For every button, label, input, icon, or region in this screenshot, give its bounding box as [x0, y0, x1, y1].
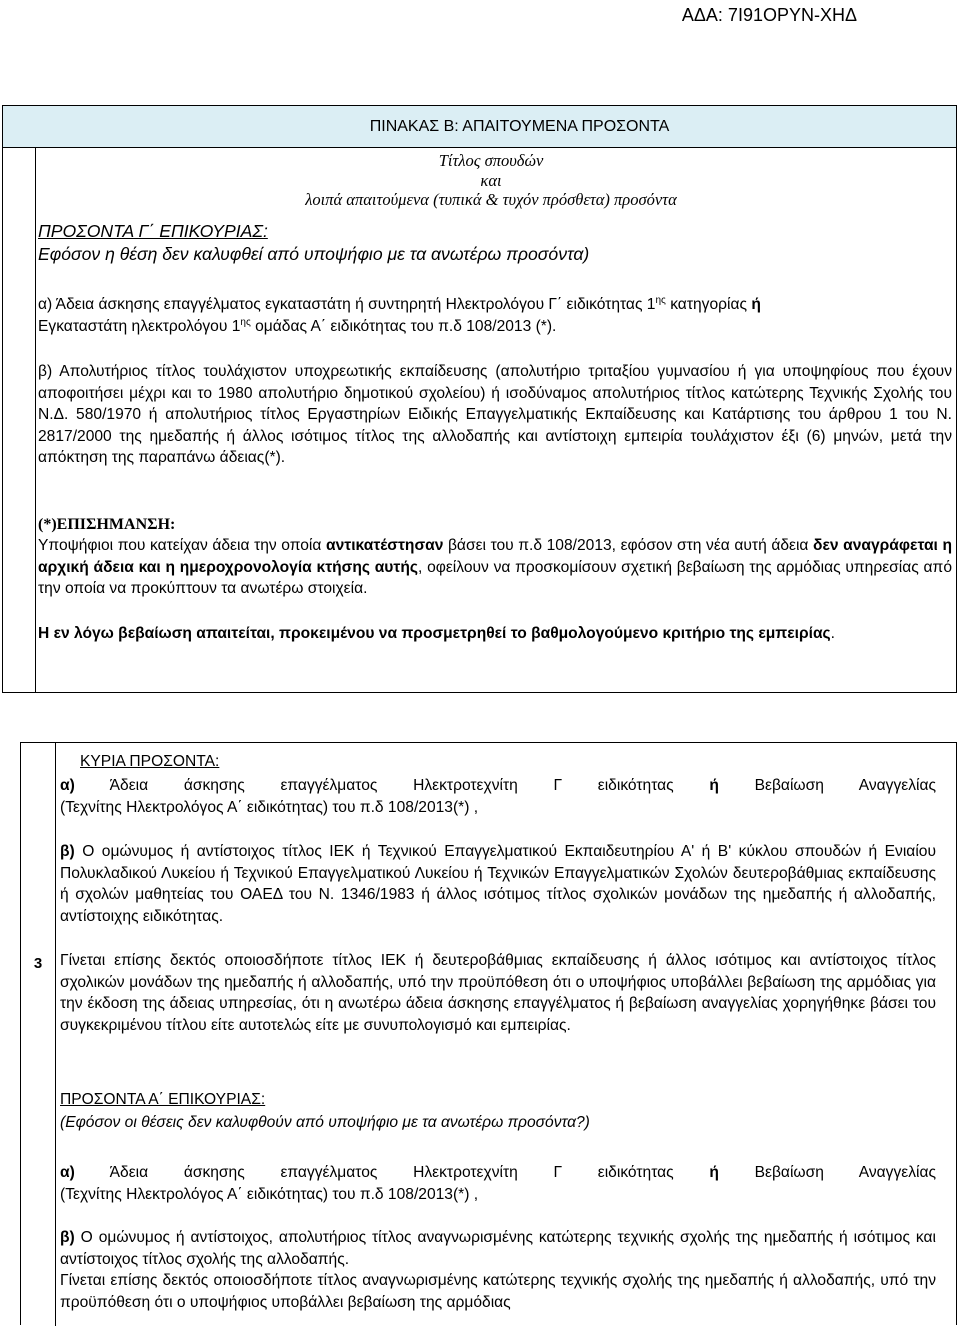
main-a-line-1: α) Άδεια άσκησης επαγγέλματος Ηλεκτροτεχνίτη Γ ειδικότητας ή Βεβαίωση Αναγγελίας	[60, 777, 936, 794]
main-a	[60, 775, 936, 818]
subheader-line-3: λοιπά απαιτούμενα (τυπικά & τυχόν πρόσθετα) προσόντα	[305, 190, 677, 209]
main-title-text: ΚΥΡΙΑ ΠΡΟΣΟΝΤΑ:	[80, 753, 220, 770]
section-a-a	[60, 1162, 936, 1205]
note-bold-para: Η εν λόγω βεβαίωση απαιτείται, προκειμένου να προσμετρηθεί το βαθμολογούμενο κριτήριο της εμπειρίας.	[38, 625, 835, 642]
section-a-title	[60, 1089, 936, 1111]
column-divider	[35, 148, 36, 693]
para-b: β) Απολυτήριος τίτλος τουλάχιστον υποχρεωτικής εκπαίδευσης (απολυτήριο τριταξίου γυμνασίου ή για υποψηφίους που έχουν αποφοιτήσει μέχρι και το 1980 απολυτήριο δημοτικού σχολείου) ή ισοδύναμος απολυτήριος τίτλος κατώτερης Τεχνικής Σχολής του Ν.Δ. 580/1970 ή απολυτήριος τίτλος Εργαστηρίων Ειδικής Επαγγελματικής Εκπαίδευσης και Κατάρτισης του άρθρου 1 του Ν. 2817/2000 της ημεδαπής ή άλλος ισότιμος τίτλος της αλλοδαπής και αντίστοιχη εμπειρία τουλάχιστον έξι (6) μηνών, μετά την απόκτηση της παραπάνω άδειας(*).	[38, 363, 952, 467]
section-a-b-extra: Γίνεται επίσης δεκτός οποιοσδήποτε τίτλος αναγνωρισμένης κατώτερης τεχνικής σχολής της ημεδαπής ή αλλοδαπής, υπό την προϋπόθεση ότι ο υποψήφιος υποβάλλει βεβαίωση της αρμόδιας	[60, 1272, 936, 1311]
ada-code: ΑΔΑ: 7Ι91ΟΡΥΝ-ΧΗΔ	[681, 5, 857, 25]
table-title: ΠΙΝΑΚΑΣ Β: ΑΠΑΙΤΟΥΜΕΝΑ ΠΡΟΣΟΝΤΑ	[369, 118, 670, 135]
note-body: Υποψήφιοι που κατείχαν άδεια την οποία αντικατέστησαν βάσει του π.δ 108/2013, εφόσον στη νέα αυτή άδεια δεν αναγράφεται η αρχική άδεια και η ημεροχρονολογία κτήσης αυτής, οφείλουν να προσκομίσουν σχετική βεβαίωση της αρμόδιας υπηρεσίας από την οποία να προκύπτουν τα ανωτέρω στοιχεία.	[38, 537, 952, 598]
section-a-b: β) Ο ομώνυμος ή αντίστοιχος, απολυτήριος τίτλος αναγνωρισμένης κατώτερης τεχνικής σχολής της ημεδαπής ή ισότιμος και αντίστοιχος τίτλος σχολής της αλλοδαπής.	[60, 1229, 936, 1268]
row-number: 3	[33, 955, 43, 972]
main-b: β) Ο ομώνυμος ή αντίστοιχος τίτλος ΙΕΚ ή Τεχνικού Επαγγελματικού Εκπαιδευτηρίου Α' ή Β' κύκλου σπουδών ή Ενιαίου Πολυκλαδικού Λυκείου ή Τεχνικού Επαγγελματικού Λυκείου ή Τεχνικών Επαγγελματικών Σχολών δευτεροβάθμιας εκπαίδευσης ή σχολών μαθητείας του ΟΑΕΔ του Ν. 1346/1983 ή άλλος ισότιμος τίτλος σχολικών μονάδων της ημεδαπής ή αλλοδαπής, αντίστοιχης ειδικότητας.	[60, 843, 936, 925]
subheader-line-1: Τίτλος σπουδών	[438, 151, 544, 170]
section-c-title-text: ΠΡΟΣΟΝΤΑ Γ΄ ΕΠΙΚΟΥΡΙΑΣ:	[38, 221, 268, 241]
section-c-title	[38, 220, 952, 243]
section-a-title-text: ΠΡΟΣΟΝΤΑ Α΄ ΕΠΙΚΟΥΡΙΑΣ:	[60, 1091, 266, 1108]
main-title	[80, 751, 956, 773]
table-header-row	[3, 106, 956, 148]
section-a-a-line-2: (Τεχνίτης Ηλεκτρολόγος Α΄ ειδικότητας) του π.δ 108/2013(*) ,	[60, 1185, 479, 1203]
main-b-extra: Γίνεται επίσης δεκτός οποιοσδήποτε τίτλος ΙΕΚ ή δευτεροβάθμιας εκπαίδευσης ή άλλος ισότιμος και αντίστοιχος τίτλος σχολικών μονάδων της ημεδαπής ή αλλοδαπής, υπό την προϋπόθεση ότι ο υποψήφιος υποβάλλει βεβαίωση της αρμόδιας για την έκδοση της άδειας υπηρεσίας, ότι η ανωτέρω άδεια άσκησης επαγγέλματος ή βεβαίωση αναγγελίας χορηγήθηκε βάσει του συγκεκριμένου τίτλου είτε αυτοτελώς είτε με συνυπολογισμό και εμπειρίας.	[60, 952, 936, 1034]
note-heading	[38, 514, 952, 536]
subheader-line-2: και	[480, 171, 502, 190]
section-a-a-line-1: α) Άδεια άσκησης επαγγέλματος Ηλεκτροτεχνίτη Γ ειδικότητας ή Βεβαίωση Αναγγελίας	[60, 1164, 936, 1181]
section-c-subtitle: Εφόσον η θέση δεν καλυφθεί από υποψήφιο με τα ανωτέρω προσόντα)	[38, 244, 590, 264]
section-a-subtitle: (Εφόσον οι θέσεις δεν καλυφθούν από υποψήφιο με τα ανωτέρω προσόντα?)	[60, 1114, 590, 1131]
para-a-line-1: α) Άδεια άσκησης επαγγέλματος εγκαταστάτη ή συντηρητή Ηλεκτρολόγου Γ΄ ειδικότητας $1^{\eta\varsigma}$ κατηγορίας ή	[38, 294, 761, 313]
para-a-line-2: Εγκαταστάτη ηλεκτρολόγου $1^{\eta\varsigma}$ ομάδας Α΄ ειδικότητας του π.δ 108/2013 (*).	[38, 316, 557, 335]
main-a-line-2: (Τεχνίτης Ηλεκτρολόγος Α΄ ειδικότητας) του π.δ 108/2013(*) ,	[60, 798, 479, 816]
para-a	[38, 294, 952, 337]
column-divider	[55, 743, 56, 1326]
note-heading-text: (*)ΕΠΙΣΗΜΑΝΣΗ:	[38, 516, 176, 533]
